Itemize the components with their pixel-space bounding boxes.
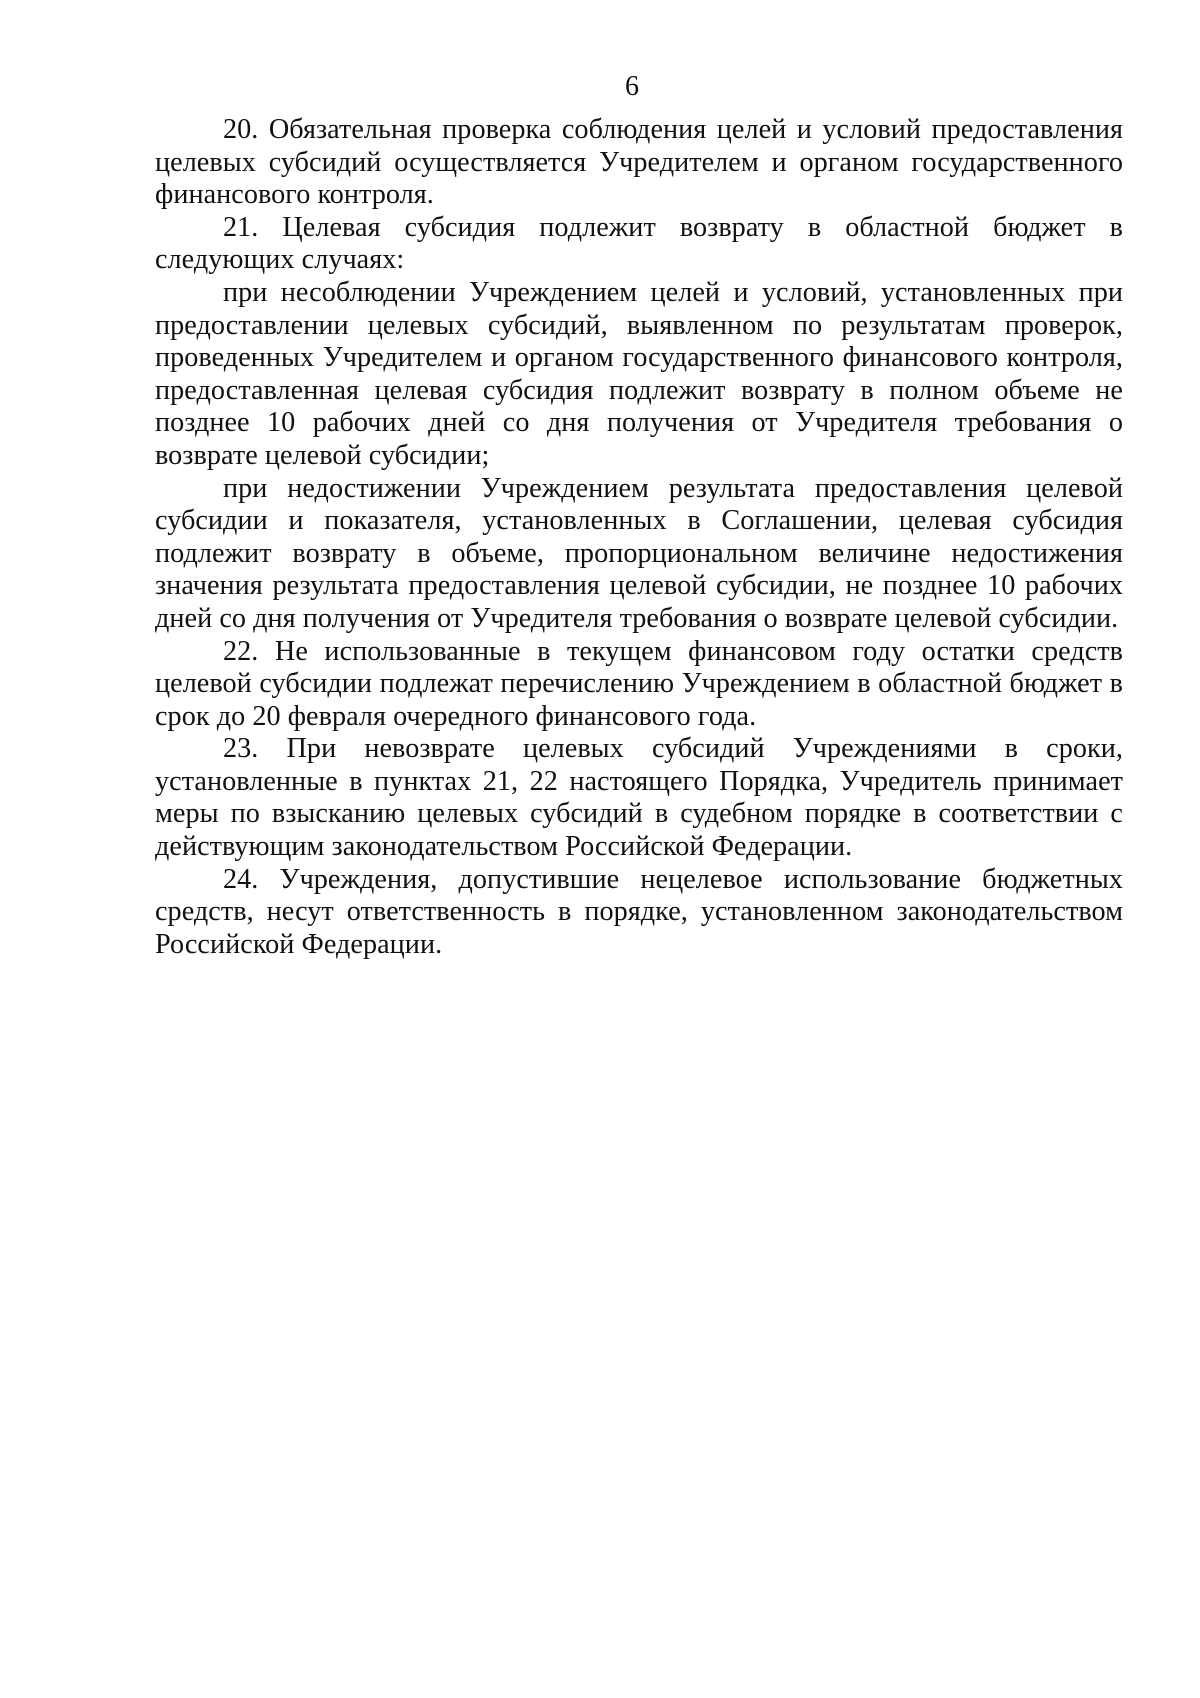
paragraph-item-24: 24. Учреждения, допустившие нецелевое использование бюджетных средств, несут ответственность в порядке, установленном законодательством Российской Федерации. bbox=[155, 863, 1123, 960]
document-body bbox=[155, 114, 1123, 961]
paragraph-item-22: 22. Не использованные в текущем финансовом году остатки средств целевой субсидии подлежат перечислению Учреждением в областной бюджет в срок до 20 февраля очередного финансового года. bbox=[155, 635, 1123, 732]
paragraph-item-21-case-1: при несоблюдении Учреждением целей и условий, установленных при предоставлении целевых субсидий, выявленном по результатам проверок, проведенных Учредителем и органом государственного финансового контроля, предоставленная целевая субсидия подлежит возврату в полном объеме не позднее 10 рабочих дней со дня получения от Учредителя требования о возврате целевой субсидии; bbox=[155, 276, 1123, 471]
paragraph-item-21: 21. Целевая субсидия подлежит возврату в областной бюджет в следующих случаях: bbox=[155, 211, 1123, 276]
page-number: 6 bbox=[625, 71, 639, 102]
paragraph-item-23: 23. При невозврате целевых субсидий Учреждениями в сроки, установленные в пунктах 21, 22 настоящего Порядка, Учредитель принимает меры по взысканию целевых субсидий в судебном порядке в соответствии с действующим законодательством Российской Федерации. bbox=[155, 733, 1123, 863]
paragraph-item-20: 20. Обязательная проверка соблюдения целей и условий предоставления целевых субсидий осуществляется Учредителем и органом государственного финансового контроля. bbox=[155, 114, 1123, 211]
paragraph-item-21-case-2: при недостижении Учреждением результата предоставления целевой субсидии и показателя, установленных в Соглашении, целевая субсидия подлежит возврату в объеме, пропорциональном величине недостижения значения результата предоставления целевой субсидии, не позднее 10 рабочих дней со дня получения от Учредителя требования о возврате целевой субсидии. bbox=[155, 472, 1123, 634]
